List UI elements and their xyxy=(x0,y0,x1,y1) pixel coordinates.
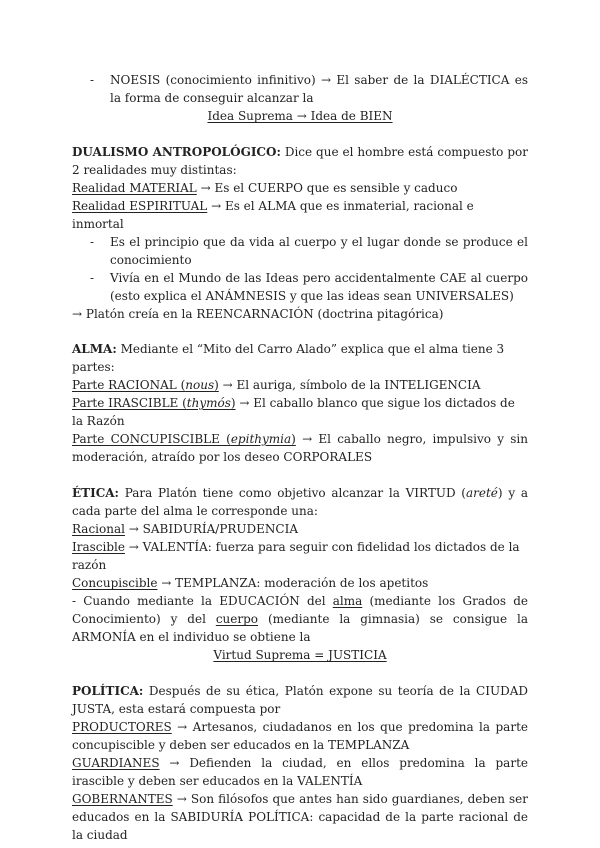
politica-gobernantes xyxy=(72,790,528,844)
parte-racional-text: → El auriga, símbolo de la INTELIGENCIA xyxy=(218,378,481,392)
list-dash: - xyxy=(90,73,95,87)
idea-suprema: Idea Suprema → Idea de BIEN xyxy=(207,109,393,123)
politica-intro-text: Después de su ética, Platón expone su teoría de la CIUDAD JUSTA, esta estará compuesta por xyxy=(72,684,528,716)
realidad-espiritual xyxy=(72,197,528,233)
realidad-espiritual-label: Realidad ESPIRITUAL xyxy=(72,199,208,213)
realidad-material-text: → Es el CUERPO que es sensible y caduco xyxy=(196,181,458,195)
gobernantes-text: → Son filósofos que antes han sido guardianes, deben ser educados en la SABIDURÍA POLÍTICA: capacidad de la parte racional de la ciudad xyxy=(72,792,528,842)
noesis-item xyxy=(72,71,528,107)
gobernantes-label: GOBERNANTES xyxy=(72,792,173,806)
bullet-text: Vivía en el Mundo de las Ideas pero accidentalmente CAE al cuerpo (esto explica el ANÁMNESIS y que las ideas sean UNIVERSALES) xyxy=(110,271,528,303)
politica-guardianes xyxy=(72,754,528,790)
realidad-material-label: Realidad MATERIAL xyxy=(72,181,197,195)
etica-racional-label: Racional xyxy=(72,522,125,536)
reencarnacion: → Platón creía en la REENCARNACIÓN (doctrina pitagórica) xyxy=(72,307,444,321)
parte-irascible-text: → El caballo blanco que sigue los dictados de la Razón xyxy=(72,396,515,428)
parte-irascible-label: Parte IRASCIBLE (thymós) xyxy=(72,396,236,410)
etica-armonia: - Cuando mediante la EDUCACIÓN del alma (mediante los Grados de Conocimiento) y del cuerpo (mediante la gimnasia) se consigue la ARMONÍA en el individuo se obtiene la xyxy=(72,594,528,644)
dualismo-intro-text: Dice que el hombre está compuesto por 2 realidades muy distintas: xyxy=(72,145,528,177)
etica-center xyxy=(72,646,528,664)
dualismo-bullet-1 xyxy=(72,233,528,269)
parte-racional-label: Parte RACIONAL (nous) xyxy=(72,378,219,392)
realidad-material xyxy=(72,179,528,197)
guardianes-label: GUARDIANES xyxy=(72,756,160,770)
productores-text: → Artesanos, ciudadanos en los que predomina la parte concupiscible y deben ser educados en la TEMPLANZA xyxy=(72,720,528,752)
alma-intro-text: Mediante el “Mito del Carro Alado” explica que el alma tiene 3 partes: xyxy=(72,342,505,374)
guardianes-text: → Defienden la ciudad, en ellos predomina la parte irascible y deben ser educados en la VALENTÍA xyxy=(72,756,528,788)
etica-irascible-label: Irascible xyxy=(72,540,125,554)
etica-racional-text: → SABIDURÍA/PRUDENCIA xyxy=(124,522,299,536)
etica-irascible-text: → VALENTÍA: fuerza para seguir con fidelidad los dictados de la razón xyxy=(72,540,520,572)
bullet-text: Es el principio que da vida al cuerpo y el lugar donde se produce el conocimiento xyxy=(110,235,528,267)
etica-concupiscible-label: Concupiscible xyxy=(72,576,158,590)
politica-heading: POLÍTICA: xyxy=(72,684,144,698)
etica-concupiscible xyxy=(72,574,528,592)
list-dash: - xyxy=(90,235,95,249)
productores-label: PRODUCTORES xyxy=(72,720,172,734)
parte-concupiscible xyxy=(72,430,528,466)
parte-irascible xyxy=(72,394,528,430)
etica-heading: ÉTICA: xyxy=(72,486,119,500)
spacer xyxy=(72,323,528,340)
parte-concupiscible-label: Parte CONCUPISCIBLE (epithymia) xyxy=(72,432,296,446)
spacer xyxy=(72,664,528,682)
spacer xyxy=(72,125,528,143)
virtud-suprema: Virtud Suprema = JUSTICIA xyxy=(213,648,387,662)
realidad-espiritual-text: → Es el ALMA que es inmaterial, racional e inmortal xyxy=(72,199,474,231)
dualismo-bullet-2 xyxy=(72,269,528,305)
list-dash: - xyxy=(90,271,95,285)
dualismo-heading: DUALISMO ANTROPOLÓGICO: xyxy=(72,145,281,159)
politica-productores xyxy=(72,718,528,754)
noesis-text: NOESIS (conocimiento infinitivo) → El saber de la DIALÉCTICA es la forma de conseguir alcanzar la xyxy=(110,73,528,105)
spacer xyxy=(72,466,528,484)
noesis-center xyxy=(72,107,528,125)
etica-racional xyxy=(72,520,528,538)
cuerpo-link-text: cuerpo xyxy=(215,612,259,626)
parte-concupiscible-text: → El caballo negro, impulsivo y sin moderación, atraído por los deseo CORPORALES xyxy=(72,432,528,464)
alma-intro xyxy=(72,340,528,376)
alma-heading: ALMA: xyxy=(72,342,117,356)
etica-intro: ÉTICA: Para Platón tiene como objetivo alcanzar la VIRTUD (areté) y a cada parte del alma le corresponde una: xyxy=(72,486,528,518)
politica-intro xyxy=(72,682,528,718)
parte-racional xyxy=(72,376,528,394)
alma-link-text: alma xyxy=(332,594,363,608)
etica-concupiscible-text: → TEMPLANZA: moderación de los apetitos xyxy=(157,576,429,590)
etica-irascible xyxy=(72,538,528,574)
dualismo-intro xyxy=(72,143,528,179)
